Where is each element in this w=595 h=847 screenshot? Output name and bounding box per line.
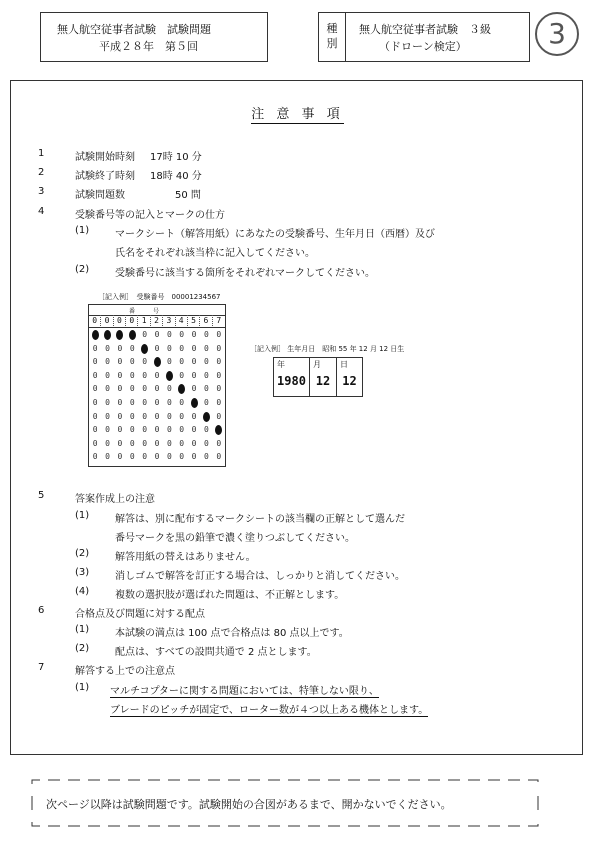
heading-text: 注 意 事 項 <box>251 107 344 122</box>
bubble: 0 <box>117 411 123 421</box>
bubble: 0 <box>154 452 160 462</box>
marked-bubble <box>166 371 173 381</box>
bubble: 0 <box>191 384 197 394</box>
sheet-digit: 1 <box>138 315 150 326</box>
item-5-sub2-num: (2) <box>75 548 90 559</box>
dob-month-cell <box>310 358 337 396</box>
bubble: 0 <box>179 452 185 462</box>
bubble: 0 <box>142 438 148 448</box>
bubble: 0 <box>92 384 98 394</box>
example-sheet-caption: ［記入例］ 受験番号 00001234567 <box>98 293 221 301</box>
marked-bubble <box>104 330 111 340</box>
exam-session: 平成２８年 第５回 <box>99 40 198 53</box>
exam-title: 無人航空従事者試験 試験問題 <box>57 23 211 36</box>
item-4-sub2-num: (2) <box>75 264 90 275</box>
bubble: 0 <box>154 370 160 380</box>
footer-notice-box <box>30 778 540 828</box>
bubble: 0 <box>154 330 160 339</box>
bubble: 0 <box>216 384 222 394</box>
bubble: 0 <box>216 411 222 421</box>
bubble: 0 <box>105 438 110 448</box>
item-5-sub4-line1: 複数の選択肢が選ばれた問題は、不正解とします。 <box>115 590 345 601</box>
bubble: 0 <box>179 370 185 380</box>
bubble: 0 <box>166 438 172 448</box>
bubble: 0 <box>154 398 160 407</box>
item-7-sub1-num: (1) <box>75 682 90 693</box>
bubble: 0 <box>166 357 172 367</box>
exam-kind-box <box>318 12 530 62</box>
bubble: 0 <box>92 357 98 367</box>
kind-label <box>319 13 346 61</box>
circled-number-badge: 3 <box>535 12 579 56</box>
bubble: 0 <box>142 425 148 435</box>
bubble: 0 <box>117 384 123 394</box>
sheet-digit: 0 <box>89 315 101 326</box>
bubble: 0 <box>216 330 222 339</box>
bubble-grid <box>89 328 225 466</box>
sheet-header-label: 番 号 <box>129 308 160 315</box>
item-5-sub1-line2: 番号マークを黒の鉛筆で濃く塗りつぶしてください。 <box>115 533 355 544</box>
bubble: 0 <box>216 452 222 462</box>
item-7-num: 7 <box>38 662 45 673</box>
dob-year-cell <box>274 358 310 396</box>
page-heading <box>0 103 595 122</box>
sheet-digit: 0 <box>114 315 126 326</box>
dob-day-label: 日 <box>340 360 348 369</box>
item-3-num: 3 <box>38 186 45 197</box>
footer-notice-text: 次ページ以降は試験問題です。試験開始の合図があるまで、開かないでください。 <box>46 798 452 811</box>
bubble: 0 <box>105 357 110 367</box>
item-5-label: 答案作成上の注意 <box>75 494 155 505</box>
bubble: 0 <box>204 330 209 339</box>
example-mark-sheet <box>88 304 226 467</box>
bubble: 0 <box>129 452 135 462</box>
bubble: 0 <box>105 398 110 407</box>
dob-year-value: 1980 <box>277 374 306 388</box>
bubble: 0 <box>105 452 110 462</box>
exam-title-box <box>40 12 268 62</box>
bubble: 0 <box>129 398 135 407</box>
marked-bubble <box>203 412 210 422</box>
bubble: 0 <box>142 452 148 462</box>
bubble: 0 <box>105 370 110 380</box>
bubble: 0 <box>216 398 222 407</box>
bubble: 0 <box>92 425 98 435</box>
bubble: 0 <box>117 343 123 353</box>
bubble: 0 <box>204 452 209 462</box>
item-5-sub2-line1: 解答用紙の替えはありません。 <box>115 552 256 563</box>
bubble: 0 <box>179 411 185 421</box>
bubble: 0 <box>179 357 185 367</box>
bubble: 0 <box>117 398 123 407</box>
bubble: 0 <box>105 384 110 394</box>
item-4-sub2: 受験番号に該当する箇所をそれぞれマークしてください。 <box>115 268 375 279</box>
dob-month-label: 月 <box>313 360 321 369</box>
bubble: 0 <box>105 425 110 435</box>
bubble: 0 <box>179 330 185 339</box>
bubble: 0 <box>142 411 148 421</box>
bubble: 0 <box>166 398 172 407</box>
kind-sub: （ドローン検定） <box>379 40 467 53</box>
bubble: 0 <box>204 384 209 394</box>
bubble: 0 <box>179 425 185 435</box>
bubble: 0 <box>179 438 185 448</box>
bubble: 0 <box>129 343 135 353</box>
marked-bubble <box>116 330 123 340</box>
bubble: 0 <box>191 411 197 421</box>
bubble: 0 <box>105 343 110 353</box>
kind-label-2: 別 <box>326 37 338 50</box>
dob-year-label: 年 <box>277 360 285 369</box>
dob-day-cell <box>337 358 362 396</box>
item-4-sub1-line2: 氏名をそれぞれ該当枠に記入してください。 <box>115 248 315 259</box>
dob-month-value: 12 <box>315 374 331 388</box>
item-3-label: 試験問題数 <box>75 190 125 201</box>
bubble: 0 <box>216 357 222 367</box>
bubble: 0 <box>117 452 123 462</box>
bubble: 0 <box>92 438 98 448</box>
bubble: 0 <box>142 357 148 367</box>
bubble: 0 <box>216 343 222 353</box>
bubble: 0 <box>191 330 197 339</box>
bubble: 0 <box>204 425 209 435</box>
bubble: 0 <box>117 438 123 448</box>
bubble: 0 <box>129 370 135 380</box>
item-2-num: 2 <box>38 167 45 178</box>
marked-bubble <box>178 384 185 394</box>
sheet-digit-row <box>89 315 225 328</box>
bubble: 0 <box>191 343 197 353</box>
item-6-sub2-line1: 配点は、すべての設問共通で 2 点とします。 <box>115 647 317 658</box>
example-dob-caption: ［記入例］ 生年月日 昭和 55 年 12 月 12 日生 <box>250 345 405 353</box>
bubble: 0 <box>142 330 148 339</box>
bubble: 0 <box>191 452 197 462</box>
item-2-value: 18時 40 分 <box>150 171 202 182</box>
item-4-sub1-line1: マークシート（解答用紙）にあなたの受験番号、生年月日（西暦）及び <box>115 229 435 240</box>
item-6-label: 合格点及び問題に対する配点 <box>75 609 205 620</box>
item-4-sub1-num: (1) <box>75 225 90 236</box>
bubble: 0 <box>154 425 160 435</box>
bubble: 0 <box>92 343 98 353</box>
bubble: 0 <box>166 452 172 462</box>
bubble: 0 <box>166 384 172 394</box>
bubble: 0 <box>105 411 110 421</box>
bubble: 0 <box>129 384 135 394</box>
item-7-label: 解答する上での注意点 <box>75 666 175 677</box>
bubble: 0 <box>92 398 98 407</box>
item-3-value: 50 問 <box>175 190 201 201</box>
item-5-sub3-line1: 消しゴムで解答を訂正する場合は、しっかりと消してください。 <box>115 571 405 582</box>
marked-bubble <box>92 330 99 340</box>
bubble: 0 <box>129 425 135 435</box>
sheet-digit: 0 <box>126 315 138 326</box>
item-4-label: 受験番号等の記入とマークの仕方 <box>75 210 225 221</box>
item-2-label: 試験終了時刻 <box>75 171 135 182</box>
kind-label-1: 種 <box>326 22 338 35</box>
sheet-digit: 7 <box>216 316 222 325</box>
item-5-sub4-num: (4) <box>75 586 90 597</box>
bubble: 0 <box>92 452 98 462</box>
bubble: 0 <box>142 384 148 394</box>
kind-value: 無人航空従事者試験 ３級 <box>359 23 491 36</box>
item-5-sub1-num: (1) <box>75 510 90 521</box>
bubble: 0 <box>166 425 172 435</box>
bubble: 0 <box>204 370 209 380</box>
item-6-sub2-num: (2) <box>75 643 90 654</box>
sheet-digit: 4 <box>176 315 188 326</box>
bubble: 0 <box>166 343 172 353</box>
bubble: 0 <box>191 425 197 435</box>
bubble: 0 <box>154 384 160 394</box>
bubble: 0 <box>154 343 160 353</box>
item-1-label: 試験開始時刻 <box>75 152 135 163</box>
bubble: 0 <box>117 370 123 380</box>
bubble: 0 <box>154 411 160 421</box>
bubble: 0 <box>191 438 197 448</box>
bubble: 0 <box>204 438 209 448</box>
sheet-digit: 5 <box>188 315 200 326</box>
bubble: 0 <box>92 411 98 421</box>
marked-bubble <box>129 330 136 340</box>
bubble: 0 <box>129 438 135 448</box>
bubble: 0 <box>92 370 98 380</box>
item-7-line2: ブレードのピッチが固定で、ローター数が４つ以上ある機体とします。 <box>110 701 428 717</box>
item-5-num: 5 <box>38 490 45 501</box>
item-5-sub3-num: (3) <box>75 567 90 578</box>
sheet-digit: 0 <box>101 315 113 326</box>
item-5-sub1-line1: 解答は、別に配布するマークシートの該当欄の正解として選んだ <box>115 514 405 525</box>
sheet-digit: 3 <box>163 315 175 326</box>
bubble: 0 <box>191 370 197 380</box>
bubble: 0 <box>154 438 160 448</box>
item-4-num: 4 <box>38 206 45 217</box>
bubble: 0 <box>129 357 135 367</box>
bubble: 0 <box>179 343 185 353</box>
marked-bubble <box>154 357 161 367</box>
bubble: 0 <box>191 357 197 367</box>
item-6-num: 6 <box>38 605 45 616</box>
item-1-num: 1 <box>38 148 45 159</box>
bubble: 0 <box>117 425 123 435</box>
item-7-line1: マルチコプターに関する問題においては、特筆しない限り、 <box>110 682 379 698</box>
marked-bubble <box>215 425 222 435</box>
bubble: 0 <box>129 411 135 421</box>
item-1-value: 17時 10 分 <box>150 152 202 163</box>
bubble: 0 <box>117 357 123 367</box>
bubble: 0 <box>166 411 172 421</box>
bubble: 0 <box>216 438 222 448</box>
dob-day-value: 12 <box>342 374 357 388</box>
bubble: 0 <box>166 330 172 339</box>
bubble: 0 <box>142 398 148 407</box>
marked-bubble <box>191 398 198 408</box>
bubble: 0 <box>179 398 185 407</box>
item-6-sub1-num: (1) <box>75 624 90 635</box>
bubble: 0 <box>204 398 209 407</box>
sheet-digit: 2 <box>151 315 163 326</box>
marked-bubble <box>141 344 148 354</box>
bubble: 0 <box>204 357 209 367</box>
bubble: 0 <box>216 370 222 380</box>
bubble: 0 <box>142 370 148 380</box>
bubble: 0 <box>204 343 209 353</box>
sheet-digit: 6 <box>200 315 212 326</box>
example-dob-box <box>273 357 363 397</box>
item-6-sub1-line1: 本試験の満点は 100 点で合格点は 80 点以上です。 <box>115 628 349 639</box>
